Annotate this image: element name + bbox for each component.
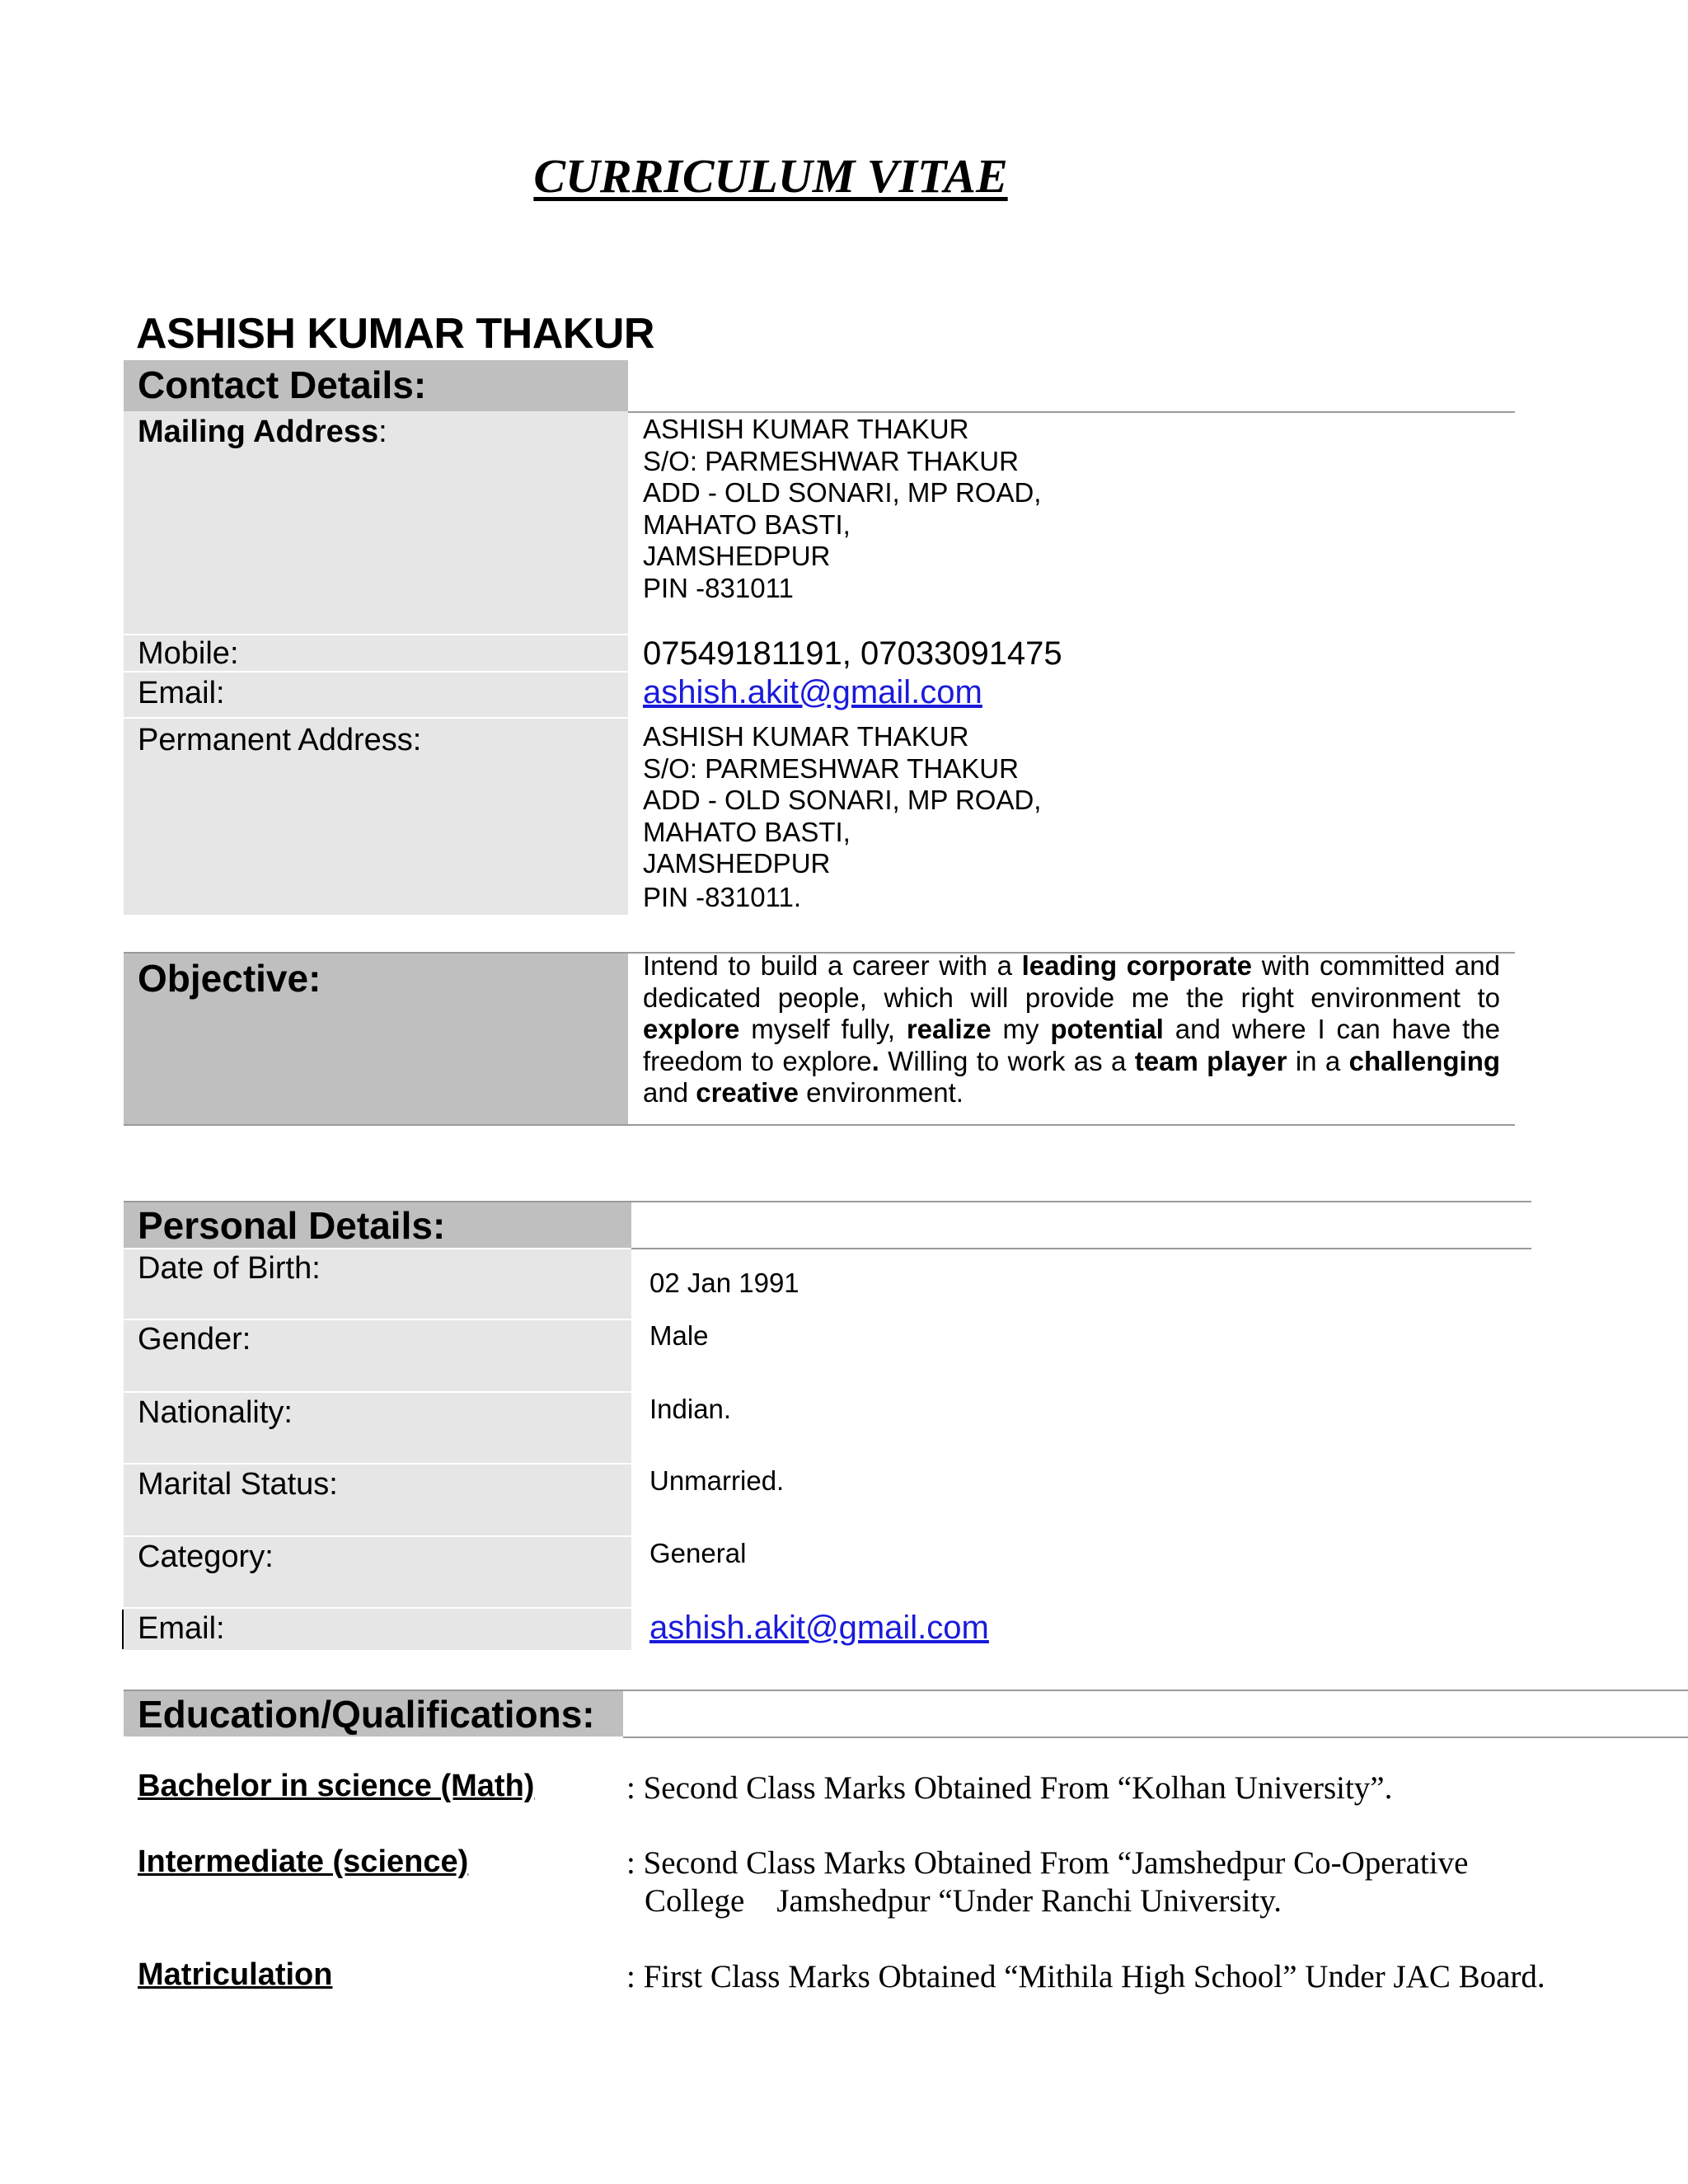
intermediate-detail [626,1844,1468,1920]
objective-emphasis: leading corporate [1021,950,1253,981]
nationality-label: Nationality: [138,1395,293,1430]
objective-header: Objective: [138,957,321,1000]
matriculation-detail: : First Class Marks Obtained “Mithila High School” Under JAC Board. [626,1959,1545,1994]
gender-label: Gender: [138,1322,251,1357]
bsc-label: Bachelor in science (Math) [138,1769,535,1803]
mailing-line: ADD - OLD SONARI, MP ROAD, [643,477,1042,508]
mobile-value: 07549181191, 07033091475 [643,635,1062,672]
marital-label: Marital Status: [138,1467,338,1502]
objective-emphasis: potential [1050,1014,1164,1044]
objective-emphasis: realize [906,1014,992,1044]
intermediate-line-1: : Second Class Marks Obtained From “Jamshedpur Co-Operative [626,1845,1469,1881]
permanent-line: ADD - OLD SONARI, MP ROAD, [643,785,1042,815]
mailing-line: ASHISH KUMAR THAKUR [643,414,969,444]
candidate-name: ASHISH KUMAR THAKUR [136,310,654,358]
education-divider [623,1736,1688,1738]
permanent-label: Permanent Address: [138,723,422,757]
email-link[interactable]: ashish.akit@gmail.com [643,674,982,710]
objective-run: environment. [799,1077,964,1108]
marital-value: Unmarried. [649,1465,785,1496]
bsc-detail: : Second Class Marks Obtained From “Kolhan University”. [626,1770,1393,1806]
education-header: Education/Qualifications: [138,1693,595,1736]
objective-run: Intend to build a career with a [643,950,1022,981]
text-cursor [122,1610,124,1649]
personal-email-label: Email: [138,1611,225,1646]
objective-run: with committed and dedicated people, which will provide me the right environment to [643,950,1500,1013]
permanent-address [643,721,1041,913]
objective-run: myself fully, [739,1014,907,1044]
mailing-address [643,414,1041,604]
mailing-line: MAHATO BASTI, [643,509,851,540]
permanent-line: S/O: PARMESHWAR THAKUR [643,752,1019,784]
dob-label: Date of Birth: [138,1251,321,1286]
mailing-label: Mailing Address: [138,415,387,449]
contact-divider [628,411,1515,413]
mailing-line: S/O: PARMESHWAR THAKUR [643,445,1019,476]
permanent-line: MAHATO BASTI, [643,816,851,847]
permanent-line: JAMSHEDPUR [643,848,831,879]
document-title: CURRICULUM VITAE [533,149,1008,203]
email-label: Email: [138,676,225,710]
category-label: Category: [138,1540,274,1574]
objective-text [643,950,1500,1109]
objective-emphasis: team player [1134,1045,1287,1076]
matriculation-label: Matriculation [138,1957,333,1992]
objective-emphasis: creative [696,1077,799,1108]
objective-run: in a [1287,1045,1349,1076]
mobile-label: Mobile: [138,636,239,671]
contact-header: Contact Details: [138,363,427,406]
intermediate-line-2: College Jamshedpur “Under Ranchi University. [645,1883,1282,1919]
category-value: General [649,1538,747,1568]
objective-emphasis: challenging [1348,1045,1501,1076]
objective-emphasis: . [871,1045,879,1076]
permanent-line: PIN -831011. [643,881,802,912]
objective-run: and where I can have the freedom to explore [643,1014,1500,1076]
mailing-line: PIN -831011 [643,572,794,603]
personal-email-link[interactable]: ashish.akit@gmail.com [649,1610,989,1646]
dob-value: 02 Jan 1991 [649,1268,799,1298]
objective-emphasis: explore [643,1014,740,1044]
mailing-line: JAMSHEDPUR [643,541,831,571]
objective-run: Willing to work as a [879,1045,1135,1076]
permanent-line: ASHISH KUMAR THAKUR [643,721,969,752]
personal-header: Personal Details: [138,1204,446,1247]
gender-value: Male [649,1320,709,1351]
personal-divider [631,1248,1531,1249]
objective-bottom-rule [124,1124,1515,1126]
nationality-value: Indian. [649,1394,732,1424]
objective-run: and [643,1077,696,1108]
objective-run: my [991,1014,1051,1044]
intermediate-label: Intermediate (science) [138,1844,469,1879]
